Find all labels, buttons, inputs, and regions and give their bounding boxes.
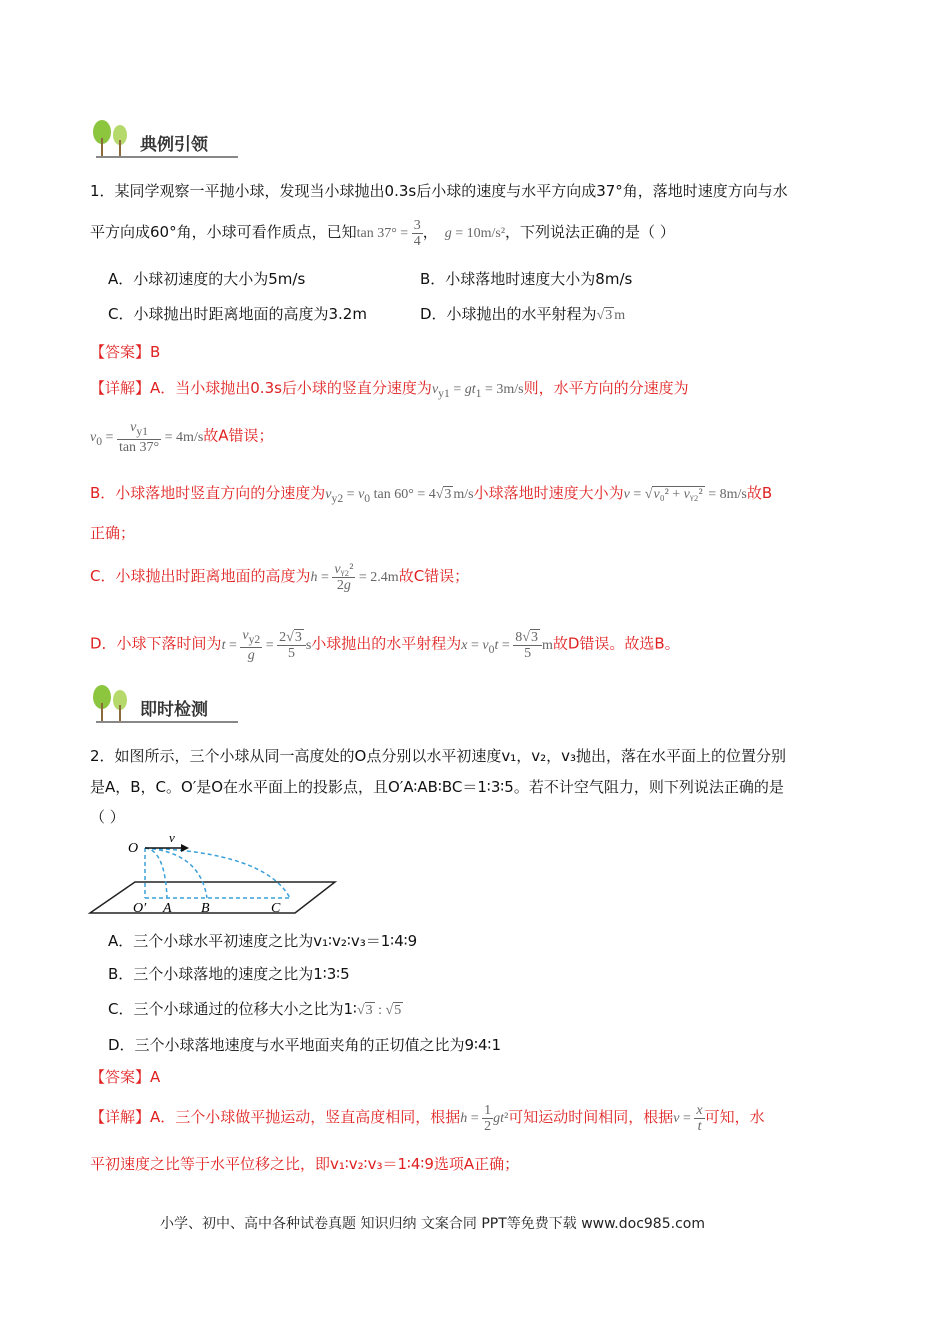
- page-footer: 小学、初中、高中各种试卷真题 知识归纳 文案合同 PPT等免费下载 www.doc985.com: [160, 1216, 705, 1232]
- svg-text:v: v: [169, 830, 175, 845]
- q1-option-b: B．小球落地时速度大小为8m/s: [420, 270, 633, 288]
- q1-option-a: A．小球初速度的大小为5m/s: [108, 270, 306, 288]
- q1-detail-2: $v_0$ = $\frac{v_{y1}}{\tan 37^\circ}$ = 4m/s故A错误；: [90, 420, 274, 455]
- section-title-1: 典例引领: [140, 135, 208, 155]
- q2-stem-line3: （ ）: [90, 808, 125, 826]
- svg-text:O: O: [128, 841, 139, 856]
- q2-option-b: B．三个小球落地的速度之比为1∶3∶5: [108, 965, 350, 983]
- svg-text:C: C: [271, 901, 281, 916]
- q2-detail-1: 【详解】A．三个小球做平抛运动，竖直高度相同，根据h = $\frac{1}{2}$ gt²可知运动时间相同，根据v = $\frac{x}{t}$ 可知，水: [90, 1103, 765, 1135]
- section-header-1: [88, 118, 238, 158]
- q1-option-d: D．小球抛出的水平射程为√3 m: [420, 305, 626, 323]
- q1-detail-6: D．小球下落时间为t = $\frac{v_{y2}}{g}$ = $\frac{2√3}{5}$ s小球抛出的水平射程为$x = v_0t$ = $\frac{8√3}{5}$ m故D错误。故选B。: [90, 628, 680, 663]
- q1-detail-1: 【详解】A．当小球抛出0.3s后小球的竖直分速度为$v_{y1} = gt_1 = 3m/s$则，水平方向的分速度为: [90, 379, 689, 400]
- projectile-figure: [85, 830, 345, 920]
- ground-plane: [90, 882, 335, 913]
- svg-text:O′: O′: [133, 901, 147, 916]
- q2-option-c: C．三个小球通过的位移大小之比为1∶√3 : √5: [108, 1000, 402, 1018]
- q1-answer: 【答案】B: [90, 343, 161, 361]
- tree-icon: [88, 118, 134, 158]
- q2-option-d: D．三个小球落地速度与水平地面夹角的正切值之比为9∶4∶1: [108, 1036, 501, 1054]
- q1-stem-line2: 平方向成60°角，小球可看作质点，已知tan 37° = $\frac{3}{4}$ ， g = 10m/s²，下列说法正确的是（ ）: [90, 218, 675, 250]
- q2-answer: 【答案】A: [90, 1068, 161, 1086]
- q1-detail-4: 正确；: [90, 524, 136, 542]
- trajectory-a: [145, 848, 167, 898]
- section-title-2: 即时检测: [140, 700, 208, 720]
- trajectory-b: [145, 848, 207, 898]
- q2-option-a: A．三个小球水平初速度之比为v₁∶v₂∶v₃＝1∶4∶9: [108, 932, 418, 950]
- section-header-2: [88, 683, 238, 723]
- tree-icon: [88, 683, 134, 723]
- q2-stem-line1: 2．如图所示，三个小球从同一高度处的O点分别以水平初速度v₁，v₂，v₃抛出，落在水平面上的位置分别: [90, 747, 787, 765]
- q1-detail-3: B．小球落地时竖直方向的分速度为$v_{y2} = v_0$ tan 60° = 4√3 m/s小球落地时速度大小为v = √v₀² + vᵧ₂² = 8m/s故B: [90, 484, 773, 505]
- q1-option-c: C．小球抛出时距离地面的高度为3.2m: [108, 305, 367, 323]
- q2-detail-2: 平初速度之比等于水平位移之比，即v₁∶v₂∶v₃＝1∶4∶9选项A正确；: [90, 1155, 520, 1173]
- svg-text:A: A: [163, 901, 172, 916]
- svg-text:B: B: [201, 901, 210, 916]
- q1-stem-line1: 1．某同学观察一平抛小球，发现当小球抛出0.3s后小球的速度与水平方向成37°角，落地时速度方向与水: [90, 182, 788, 200]
- q2-stem-line2: 是A，B，C。O′是O在水平面上的投影点，且O′A∶AB∶BC＝1∶3∶5。若不计空气阻力，则下列说法正确的是: [90, 778, 784, 796]
- q1-detail-5: C．小球抛出时距离地面的高度为h = $\frac{\text{vᵧ₂²}}{2g}$ = 2.4m故C错误；: [90, 562, 470, 594]
